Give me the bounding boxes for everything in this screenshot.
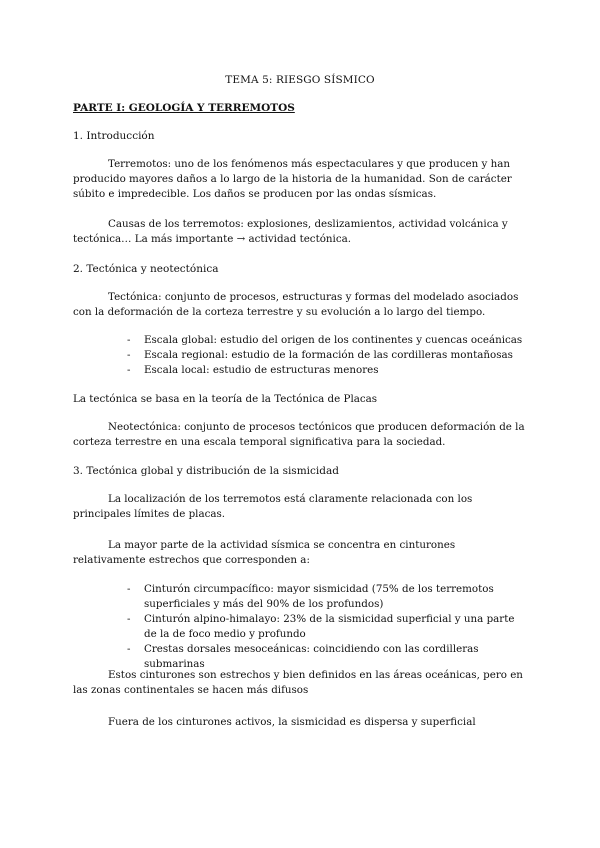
paragraph-fuera-cinturones: Fuera de los cinturones activos, la sismicidad es dispersa y superficial — [108, 716, 476, 728]
list-item-text: Escala regional: estudio de la formación de las cordilleras montañosas — [144, 349, 513, 361]
list-item — [127, 612, 527, 642]
paragraph-tectonica-placas: La tectónica se basa en la teoría de la Tectónica de Placas — [73, 393, 378, 405]
belt-list — [127, 582, 527, 672]
list-item-text: Cinturón circumpacífico: mayor sismicidad (75% de los terremotos superficiales y más del 90% de los profundos) — [144, 583, 494, 610]
part-heading: PARTE I: GEOLOGÍA Y TERREMOTOS — [73, 102, 295, 114]
paragraph-terremotos: Terremotos: uno de los fenómenos más espectaculares y que producen y han producido mayores daños a lo largo de la historia de la humanidad. Son de carácter súbito e impredecible. Los daños se producen por las ondas sísmicas. — [73, 158, 512, 200]
paragraph-tectonica: Tectónica: conjunto de procesos, estructuras y formas del modelado asociados con la deformación de la corteza terrestre y su evolución a lo largo del tiempo. — [73, 291, 519, 318]
list-item — [127, 582, 527, 612]
list-marker: - — [127, 643, 131, 655]
list-item-text: Escala local: estudio de estructuras menores — [144, 364, 379, 376]
paragraph-actividad-sismica: La mayor parte de la actividad sísmica se concentra en cinturones relativamente estrechos que corresponden a: — [73, 539, 456, 566]
list-marker: - — [127, 349, 131, 361]
list-item-text: Cinturón alpino-himalayo: 23% de la sismicidad superficial y una parte de la de foco medio y profundo — [144, 613, 515, 640]
scale-list — [127, 333, 527, 378]
list-item-text: Crestas dorsales mesoceánicas: coincidiendo con las cordilleras submarinas — [144, 643, 479, 670]
list-item — [127, 363, 527, 378]
paragraph-localizacion: La localización de los terremotos está claramente relacionada con los principales límites de placas. — [73, 493, 473, 520]
section-heading-introduccion: 1. Introducción — [73, 130, 155, 142]
list-marker: - — [127, 334, 131, 346]
list-item — [127, 333, 527, 348]
list-item — [127, 348, 527, 363]
list-item-text: Escala global: estudio del origen de los continentes y cuencas oceánicas — [144, 334, 523, 346]
document-title: TEMA 5: RIESGO SÍSMICO — [225, 74, 375, 86]
paragraph-cinturones: Estos cinturones son estrechos y bien definidos en las áreas oceánicas, pero en las zonas continentales se hacen más difusos — [73, 669, 523, 696]
paragraph-neotectonica: Neotectónica: conjunto de procesos tectónicos que producen deformación de la corteza terrestre en una escala temporal significativa para la sociedad. — [73, 421, 525, 448]
section-heading-tectonica-global: 3. Tectónica global y distribución de la sismicidad — [73, 465, 339, 477]
list-marker: - — [127, 583, 131, 595]
list-marker: - — [127, 364, 131, 376]
list-marker: - — [127, 613, 131, 625]
paragraph-causas: Causas de los terremotos: explosiones, deslizamientos, actividad volcánica y tectónica… La más importante → actividad tectónica. — [73, 218, 508, 245]
section-heading-tectonica: 2. Tectónica y neotectónica — [73, 263, 219, 275]
